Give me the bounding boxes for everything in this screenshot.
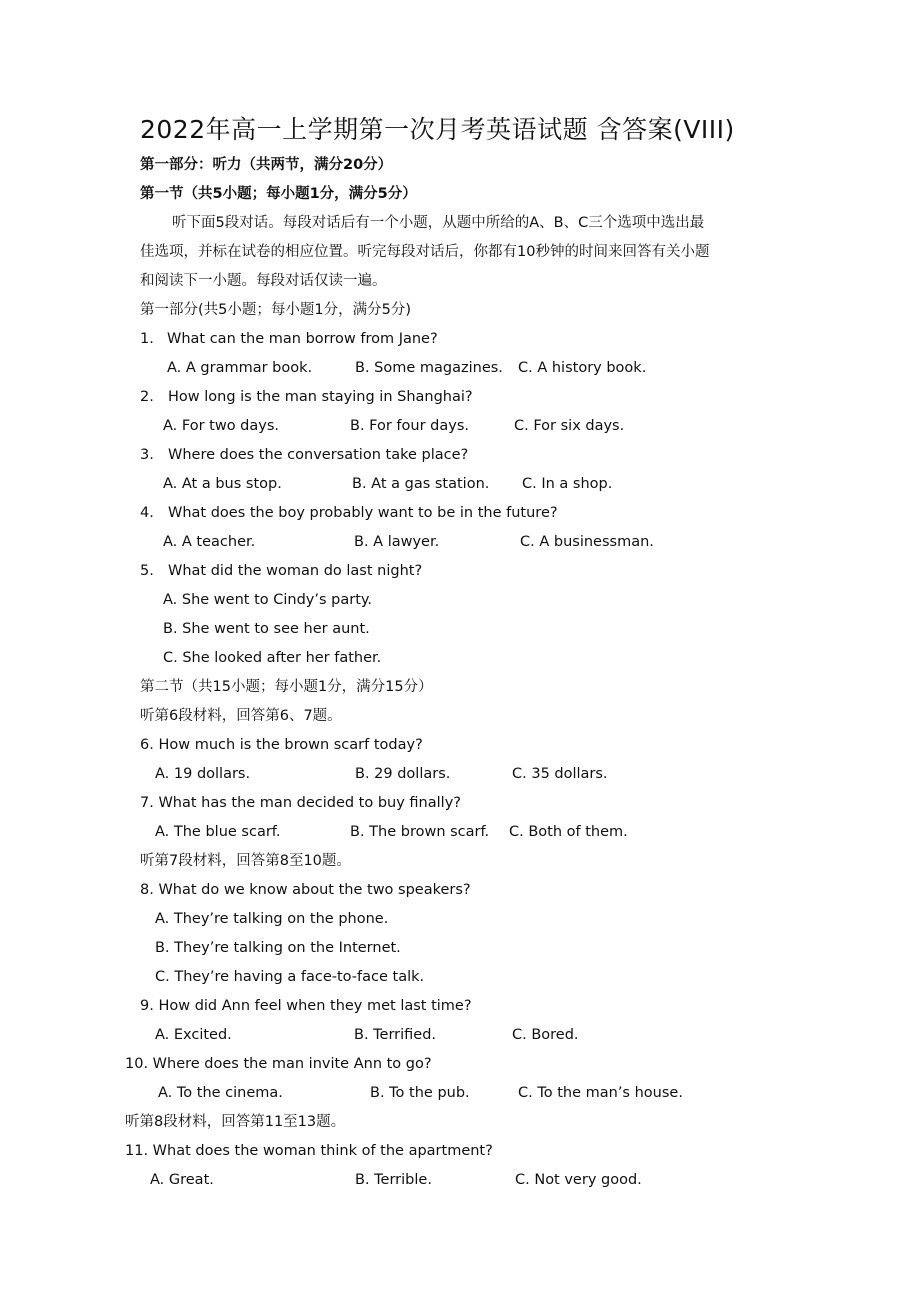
option-a: A. Excited.: [155, 1027, 232, 1043]
option-c: C. Both of them.: [509, 824, 628, 840]
question-number: 11.: [125, 1143, 149, 1159]
option-c: C. For six days.: [514, 418, 625, 434]
question-number: 7.: [140, 795, 154, 811]
option-b: B. Terrible.: [355, 1172, 432, 1188]
option-b: B. For four days.: [350, 418, 470, 434]
option-b: B. A lawyer.: [354, 534, 440, 550]
option-a: A. At a bus stop.: [163, 476, 282, 492]
section1-heading: 第一节（共5小题；每小题1分，满分5分）: [140, 186, 417, 202]
question-number: 5.: [140, 563, 154, 579]
instructions-line: 佳选项，并标在试卷的相应位置。听完每段对话后，你都有10秒钟的时间来回答有关小题: [140, 244, 710, 260]
question-text: What did the woman do last night?: [168, 563, 423, 579]
instructions-line: 听下面5段对话。每段对话后有一个小题，从题中所给的A、B、C三个选项中选出最: [172, 215, 705, 231]
material-note: 听第7段材料，回答第8至10题。: [140, 853, 351, 869]
option-c: C. In a shop.: [522, 476, 613, 492]
question-text: Where does the man invite Ann to go?: [152, 1056, 432, 1072]
option-b: B. She went to see her aunt.: [163, 621, 370, 637]
material-note: 听第8段材料，回答第11至13题。: [125, 1114, 346, 1130]
option-c: C. Bored.: [512, 1027, 579, 1043]
option-c: C. A history book.: [518, 360, 647, 376]
option-a: A. She went to Cindy’s party.: [163, 592, 372, 608]
question-number: 9.: [140, 998, 154, 1014]
question-line: [125, 1141, 493, 1161]
question-line: [140, 996, 472, 1016]
question-number: 1.: [140, 331, 154, 347]
question-text: How long is the man staying in Shanghai?: [168, 389, 473, 405]
option-b: B. Some magazines.: [355, 360, 503, 376]
question-text: What do we know about the two speakers?: [158, 882, 471, 898]
question-number: 6.: [140, 737, 154, 753]
section2-heading: 第二节（共15小题；每小题1分，满分15分）: [140, 679, 433, 695]
question-line: [140, 735, 423, 755]
option-a: A. For two days.: [163, 418, 280, 434]
option-b: B. Terrified.: [354, 1027, 437, 1043]
instructions-line: 和阅读下一小题。每段对话仅读一遍。: [140, 273, 387, 289]
option-c: C. Not very good.: [515, 1172, 642, 1188]
option-b: B. They’re talking on the Internet.: [155, 940, 401, 956]
question-text: How much is the brown scarf today?: [158, 737, 423, 753]
option-c: C. To the man’s house.: [518, 1085, 683, 1101]
section1-note: 第一部分(共5小题；每小题1分，满分5分): [140, 302, 411, 318]
option-a: A. The blue scarf.: [155, 824, 281, 840]
question-text: What does the boy probably want to be in the future?: [168, 505, 558, 521]
question-line: [140, 793, 461, 813]
question-text: What has the man decided to buy finally?: [158, 795, 461, 811]
question-number: 10.: [125, 1056, 149, 1072]
question-text: What can the man borrow from Jane?: [167, 331, 438, 347]
option-a: A. 19 dollars.: [155, 766, 251, 782]
question-number: 4.: [140, 505, 154, 521]
option-b: B. 29 dollars.: [355, 766, 451, 782]
question-number: 3.: [140, 447, 154, 463]
question-number: 8.: [140, 882, 154, 898]
option-a: A. To the cinema.: [158, 1085, 283, 1101]
option-b: B. The brown scarf.: [350, 824, 490, 840]
part1-heading: 第一部分：听力（共两节，满分20分）: [140, 157, 393, 173]
option-c: C. 35 dollars.: [512, 766, 608, 782]
option-a: A. Great.: [150, 1172, 214, 1188]
question-text: What does the woman think of the apartment?: [152, 1143, 493, 1159]
option-b: B. To the pub.: [370, 1085, 470, 1101]
question-line: [140, 880, 471, 900]
question-text: Where does the conversation take place?: [168, 447, 469, 463]
option-a: A. A grammar book.: [167, 360, 313, 376]
material-note: 听第6段材料，回答第6、7题。: [140, 708, 342, 724]
page-title: 2022年高一上学期第一次月考英语试题 含答案(VIII): [140, 115, 735, 144]
option-c: C. A businessman.: [520, 534, 654, 550]
question-text: How did Ann feel when they met last time?: [158, 998, 472, 1014]
question-number: 2.: [140, 389, 154, 405]
option-a: A. They’re talking on the phone.: [155, 911, 389, 927]
option-c: C. She looked after her father.: [163, 650, 382, 666]
option-a: A. A teacher.: [163, 534, 256, 550]
question-line: [125, 1054, 432, 1074]
option-b: B. At a gas station.: [352, 476, 490, 492]
option-c: C. They’re having a face-to-face talk.: [155, 969, 425, 985]
